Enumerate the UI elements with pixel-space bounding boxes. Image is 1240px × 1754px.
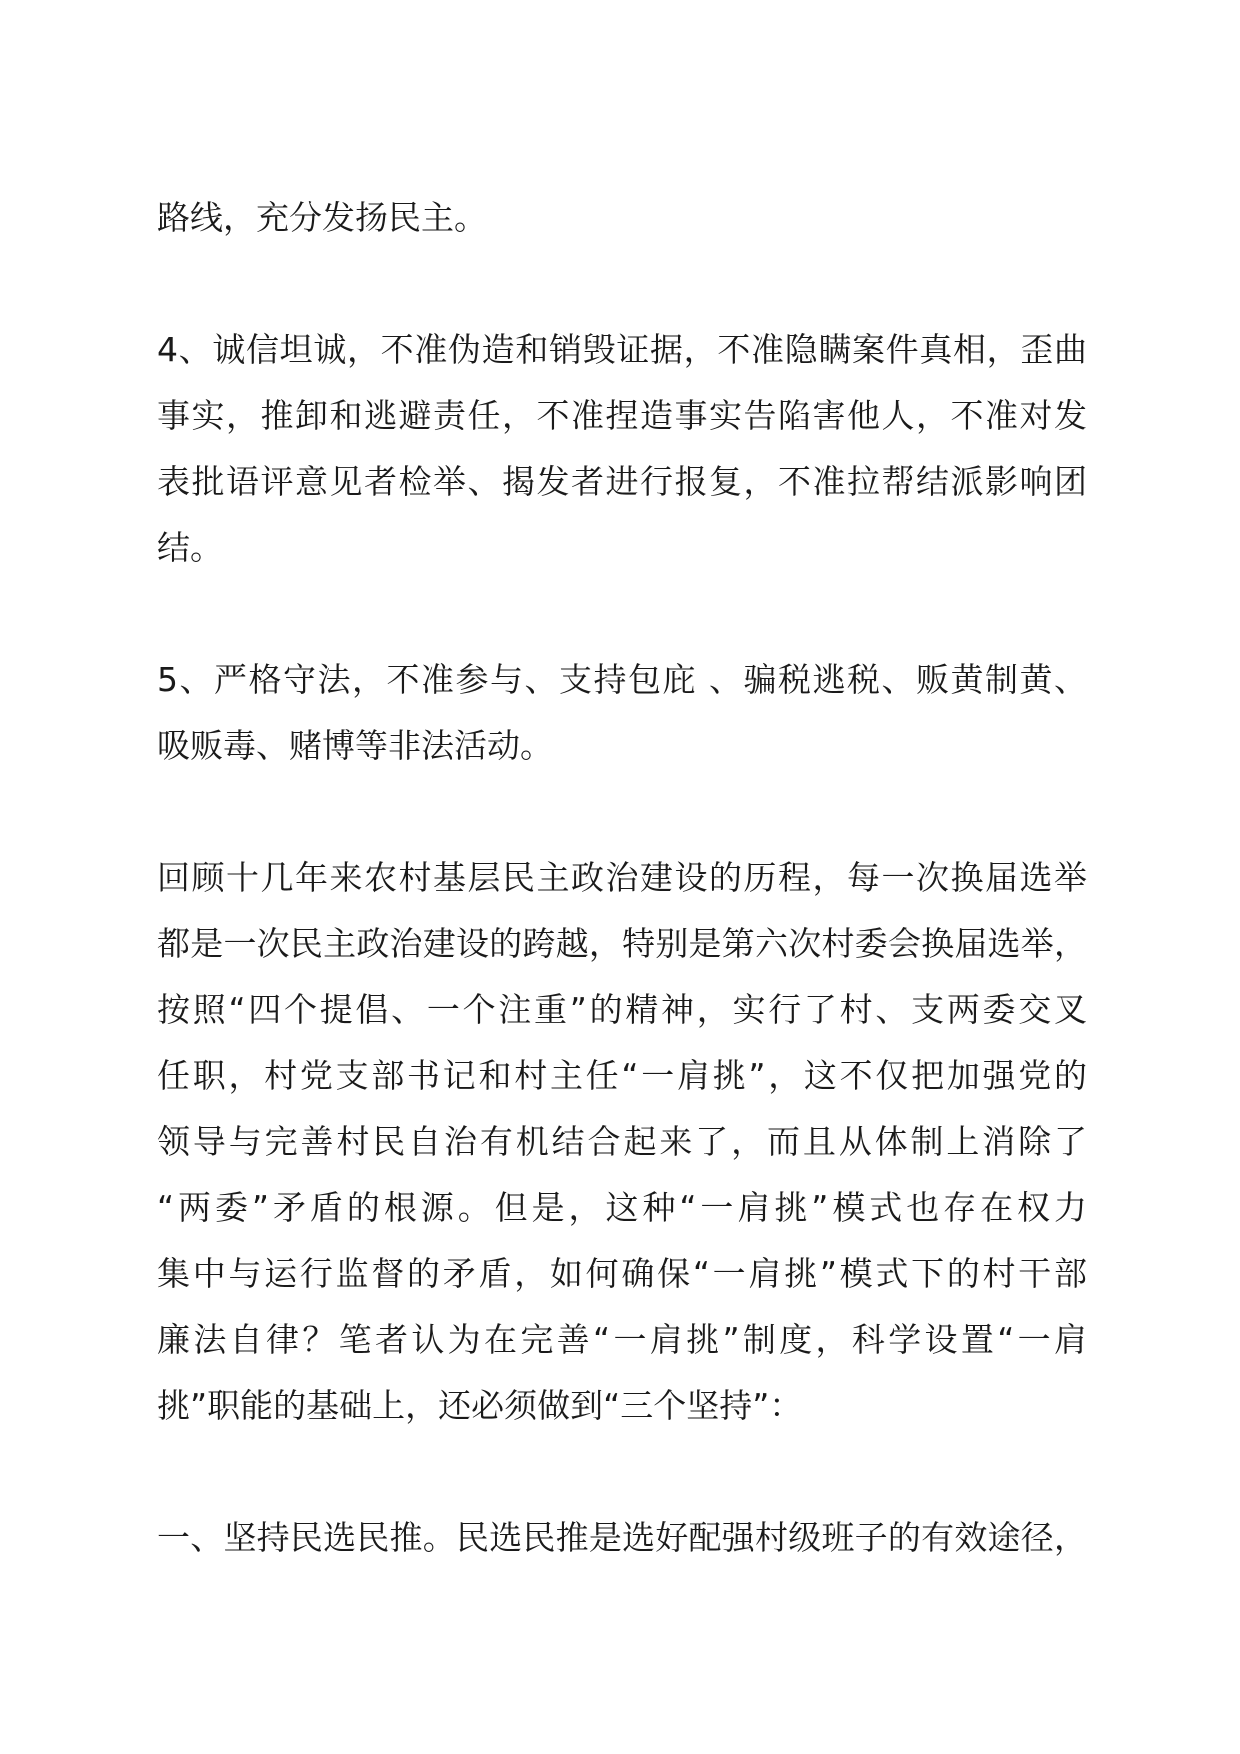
text-line: 路线，充分发扬民主。 — [157, 198, 487, 237]
text-line: 集中与运行监督的矛盾，如何确保“一肩挑”模式下的村干部 — [157, 1254, 1087, 1293]
text-line: 都是一次民主政治建设的跨越，特别是第六次村委会换届选举， — [157, 924, 1087, 963]
paragraph-item-4 — [157, 317, 1087, 581]
text-line: 廉法自律？笔者认为在完善“一肩挑”制度，科学设置“一肩 — [157, 1320, 1087, 1359]
paragraph-review — [157, 845, 1087, 1439]
text-line: 结。 — [157, 528, 223, 567]
text-line: 表批语评意见者检举、揭发者进行报复，不准拉帮结派影响团 — [157, 462, 1087, 501]
paragraph-continuation — [157, 185, 1087, 251]
text-line: 领导与完善村民自治有机结合起来了，而且从体制上消除了 — [157, 1122, 1087, 1161]
text-line: 事实，推卸和逃避责任，不准捏造事实告陷害他人，不准对发 — [157, 396, 1087, 435]
text-line: 一、坚持民选民推。民选民推是选好配强村级班子的有效途径， — [157, 1518, 1087, 1557]
text-line: 任职，村党支部书记和村主任“一肩挑”，这不仅把加强党的 — [157, 1056, 1087, 1095]
text-line: 按照“四个提倡、一个注重”的精神，实行了村、支两委交叉 — [157, 990, 1087, 1029]
text-line: “两委”矛盾的根源。但是，这种“一肩挑”模式也存在权力 — [157, 1188, 1087, 1227]
text-line: 5、严格守法，不准参与、支持包庇 、骗税逃税、贩黄制黄、 — [157, 660, 1087, 699]
document-body — [157, 185, 1087, 1637]
text-line: 4、诚信坦诚，不准伪造和销毁证据，不准隐瞒案件真相，歪曲 — [157, 330, 1087, 369]
text-line: 回顾十几年来农村基层民主政治建设的历程，每一次换届选举 — [157, 858, 1087, 897]
text-line: 吸贩毒、赌博等非法活动。 — [157, 726, 553, 765]
paragraph-item-5 — [157, 647, 1087, 779]
text-line: 挑”职能的基础上，还必须做到“三个坚持”： — [157, 1386, 803, 1425]
paragraph-section-1 — [157, 1505, 1087, 1571]
